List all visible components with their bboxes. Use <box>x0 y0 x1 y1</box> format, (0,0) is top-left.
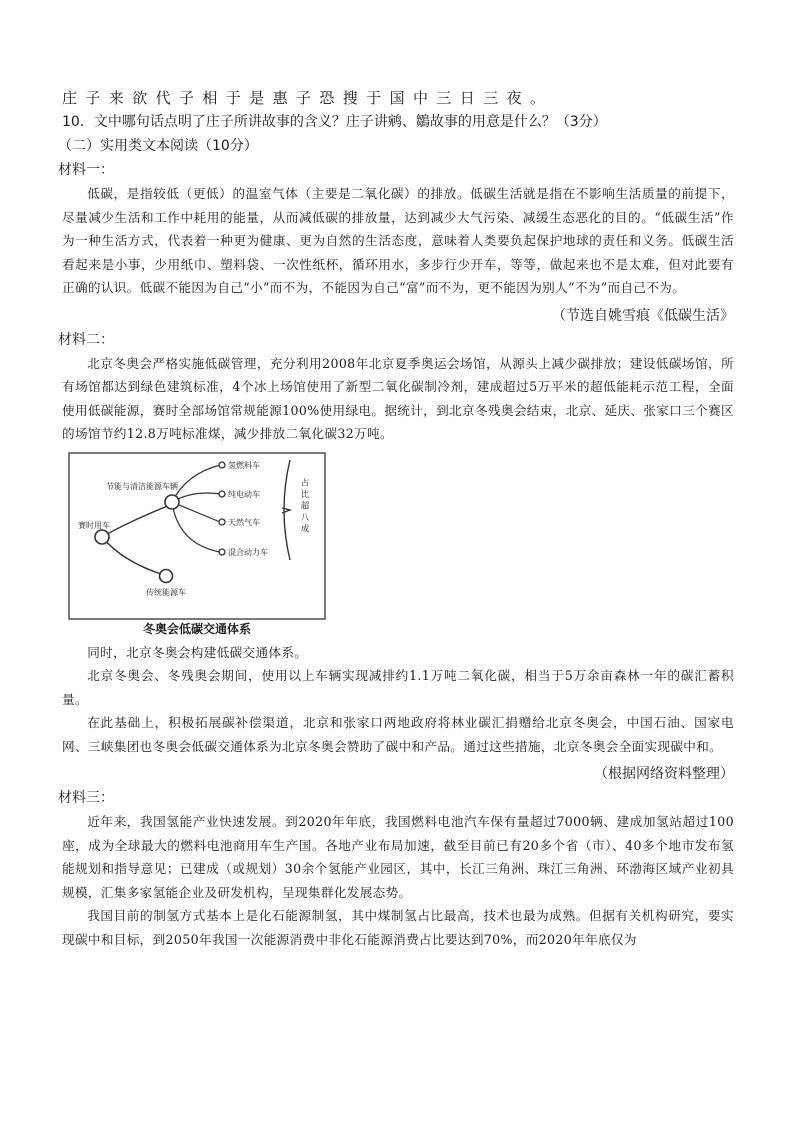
top-line: 庄子来欲代子相于是惠子恐搜于国中三日三夜。 <box>62 89 554 107</box>
material-3-paragraph-2: 我国目前的制氢方式基本上是化石能源制氢，其中煤制氢占比最高，技术也最为成熟。但据有关机构研究，要实现碳中和目标，到2050年我国一次能源消费中非化石能源消费占比要达到70%，而2020年年底仅为 <box>62 908 734 947</box>
section-heading: （二）实用类文本阅读（10分） <box>58 138 258 154</box>
node-branch-top <box>165 495 179 509</box>
label-branch-bottom: 传统能源车 <box>146 587 186 597</box>
material-2-paragraph-1: 北京冬奥会严格实施低碳管理，充分利用2008年北京夏季奥运会场馆，从源头上减少碳排放；建设低碳场馆，所有场馆都达到绿色建筑标准，4个冰上场馆使用了新型二氧化碳制冷剂，建成超过5万平米的超低能耗示范工程，全面使用低碳能源，赛时全部场馆常规能源100%使用绿电。据统计，到北京冬残奥会结束，北京、延庆、张家口三个赛区的场馆节约12.8万吨标准煤，减少排放二氧化碳32万吨。 <box>62 355 734 441</box>
label-leaf-4: 混合动力车 <box>228 547 268 557</box>
material-2-label: 材料二： <box>58 331 114 348</box>
node-leaf-4 <box>219 549 225 555</box>
label-root: 赛时用车 <box>78 520 110 530</box>
material-3-paragraph-1: 近年来，我国氢能产业快速发展。到2020年年底，我国燃料电池汽车保有量超过7000辆、建成加氢站超过100座，成为全球最大的燃料电池商用车生产国。各地产业布局加速，截至目前已有20多个省（市）、40多个地市发布氢能规划和指导意见；已建成（或规划）30余个氢能产业园区，其中，长江三角洲、珠江三角洲、环渤海区域产业初具规模，汇集多家氢能企业及研发机构，呈现集群化发展态势。 <box>62 814 734 900</box>
label-branch-top: 节能与清洁能源车辆 <box>106 481 178 491</box>
node-branch-bottom <box>160 569 173 582</box>
question-10: 10．文中哪句话点明了庄子所讲故事的含义？庄子讲鹓、鶵故事的用意是什么？（3分） <box>62 114 607 130</box>
material-1-label: 材料一： <box>58 162 114 178</box>
material-2-paragraph-4: 在此基础上，积极拓展碳补偿渠道，北京和张家口两地政府将林业碳汇捐赠给北京冬奥会，中国石油、国家电网、三峡集团也冬奥会低碳交通体系为北京冬奥会赞助了碳中和产品。通过这些措施，北京冬奥会全面实现碳中和。 <box>62 715 734 754</box>
material-2-paragraph-3: 北京冬奥会、冬残奥会期间，使用以上车辆实现减排约1.1万吨二氧化碳，相当于5万余亩森林一年的碳汇蓄积量。 <box>62 668 734 707</box>
diagram-svg <box>68 452 326 620</box>
label-leaf-3: 天然气车 <box>228 517 260 527</box>
low-carbon-transport-diagram <box>68 452 326 620</box>
node-leaf-3 <box>219 519 225 525</box>
node-leaf-1 <box>219 462 225 468</box>
material-2-paragraph-2: 同时，北京冬奥会构建低碳交通体系。 <box>87 644 308 660</box>
material-2-source: （根据网络资料整理） <box>594 766 734 782</box>
label-bracket: 占比超八成 <box>299 477 309 535</box>
document-page <box>58 86 734 951</box>
material-1-source: （节选自姚雪痕《低碳生活》 <box>552 307 734 324</box>
material-1-paragraph: 低碳，是指较低（更低）的温室气体（主要是二氧化碳）的排放。低碳生活就是指在不影响生活质量的前提下，尽量减少生活和工作中耗用的能量，从而减低碳的排放量，达到减少大气污染、减缓生态恶化的目的。“低碳生活”作为一种生活方式，代表着一种更为健康、更为自然的生活态度，意味着人类要负起保护地球的责任和义务。低碳生活看起来是小事，少用纸巾、塑料袋、一次性纸杯，循环用水，多步行少开车，等等，做起来也不是太难，但对此要有正确的认识。低碳不能因为自己“小”而不为，不能因为自己“富”而不为，更不能因为别人“不为”而自己不为。 <box>62 186 734 295</box>
label-leaf-2: 纯电动车 <box>228 489 260 499</box>
diagram-caption: 冬奥会低碳交通体系 <box>142 621 251 636</box>
node-leaf-2 <box>219 491 225 497</box>
material-3-label: 材料三： <box>58 790 114 806</box>
node-root <box>95 530 109 544</box>
label-leaf-1: 氢燃料车 <box>228 460 260 470</box>
